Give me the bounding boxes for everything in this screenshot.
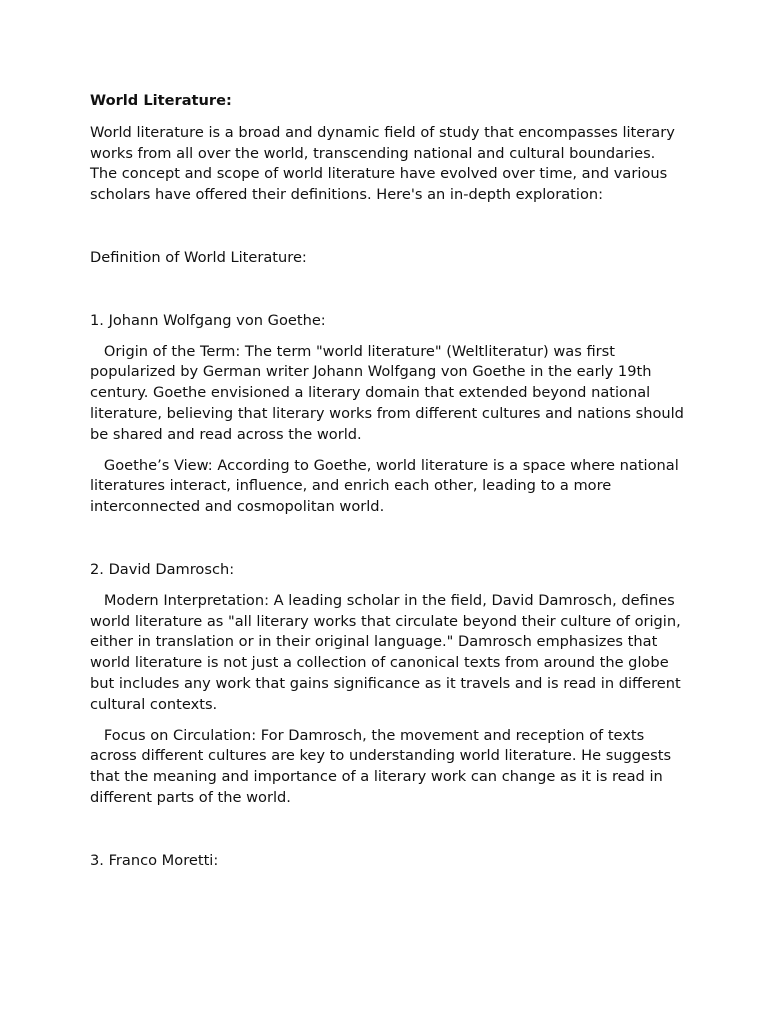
definition-heading: Definition of World Literature: <box>90 248 307 266</box>
intro-paragraph: World literature is a broad and dynamic field of study that encompasses literary works from all over the world, transcending national and cultural boundaries. The concept and scope of world literature have evolved over time, and various scholars have offered their definitions. Here's an in-depth exploration: <box>90 123 675 204</box>
section-heading-damrosch: 2. David Damrosch: <box>90 560 235 578</box>
damrosch-interpretation-paragraph: Modern Interpretation: A leading scholar in the field, David Damrosch, defines world literature as "all literary works that circulate beyond their culture of origin, either in translation or in their original language." Damrosch emphasizes that world literature is not just a collection of canonical texts from around the globe but includes any work that gains significance as it travels and is read in different cultural contexts. <box>90 591 686 713</box>
document-title: World Literature: <box>90 92 232 109</box>
damrosch-circulation-paragraph: Focus on Circulation: For Damrosch, the movement and reception of texts across different cultures are key to understanding world literature. He suggests that the meaning and importance of a literary work can change as it is read in different parts of the world. <box>90 726 676 806</box>
goethe-view-paragraph: Goethe’s View: According to Goethe, world literature is a space where national literatures interact, influence, and enrich each other, leading to a more interconnected and cosmopolitan world. <box>90 456 684 516</box>
section-heading-moretti: 3. Franco Moretti: <box>90 851 219 869</box>
section-heading-goethe: 1. Johann Wolfgang von Goethe: <box>90 311 326 329</box>
goethe-origin-paragraph: Origin of the Term: The term "world literature" (Weltliteratur) was first popularized by German writer Johann Wolfgang von Goethe in the early 19th century. Goethe envisioned a literary domain that extended beyond national literature, believing that literary works from different cultures and nations should be shared and read across the world. <box>90 342 689 443</box>
document-body <box>90 91 689 882</box>
